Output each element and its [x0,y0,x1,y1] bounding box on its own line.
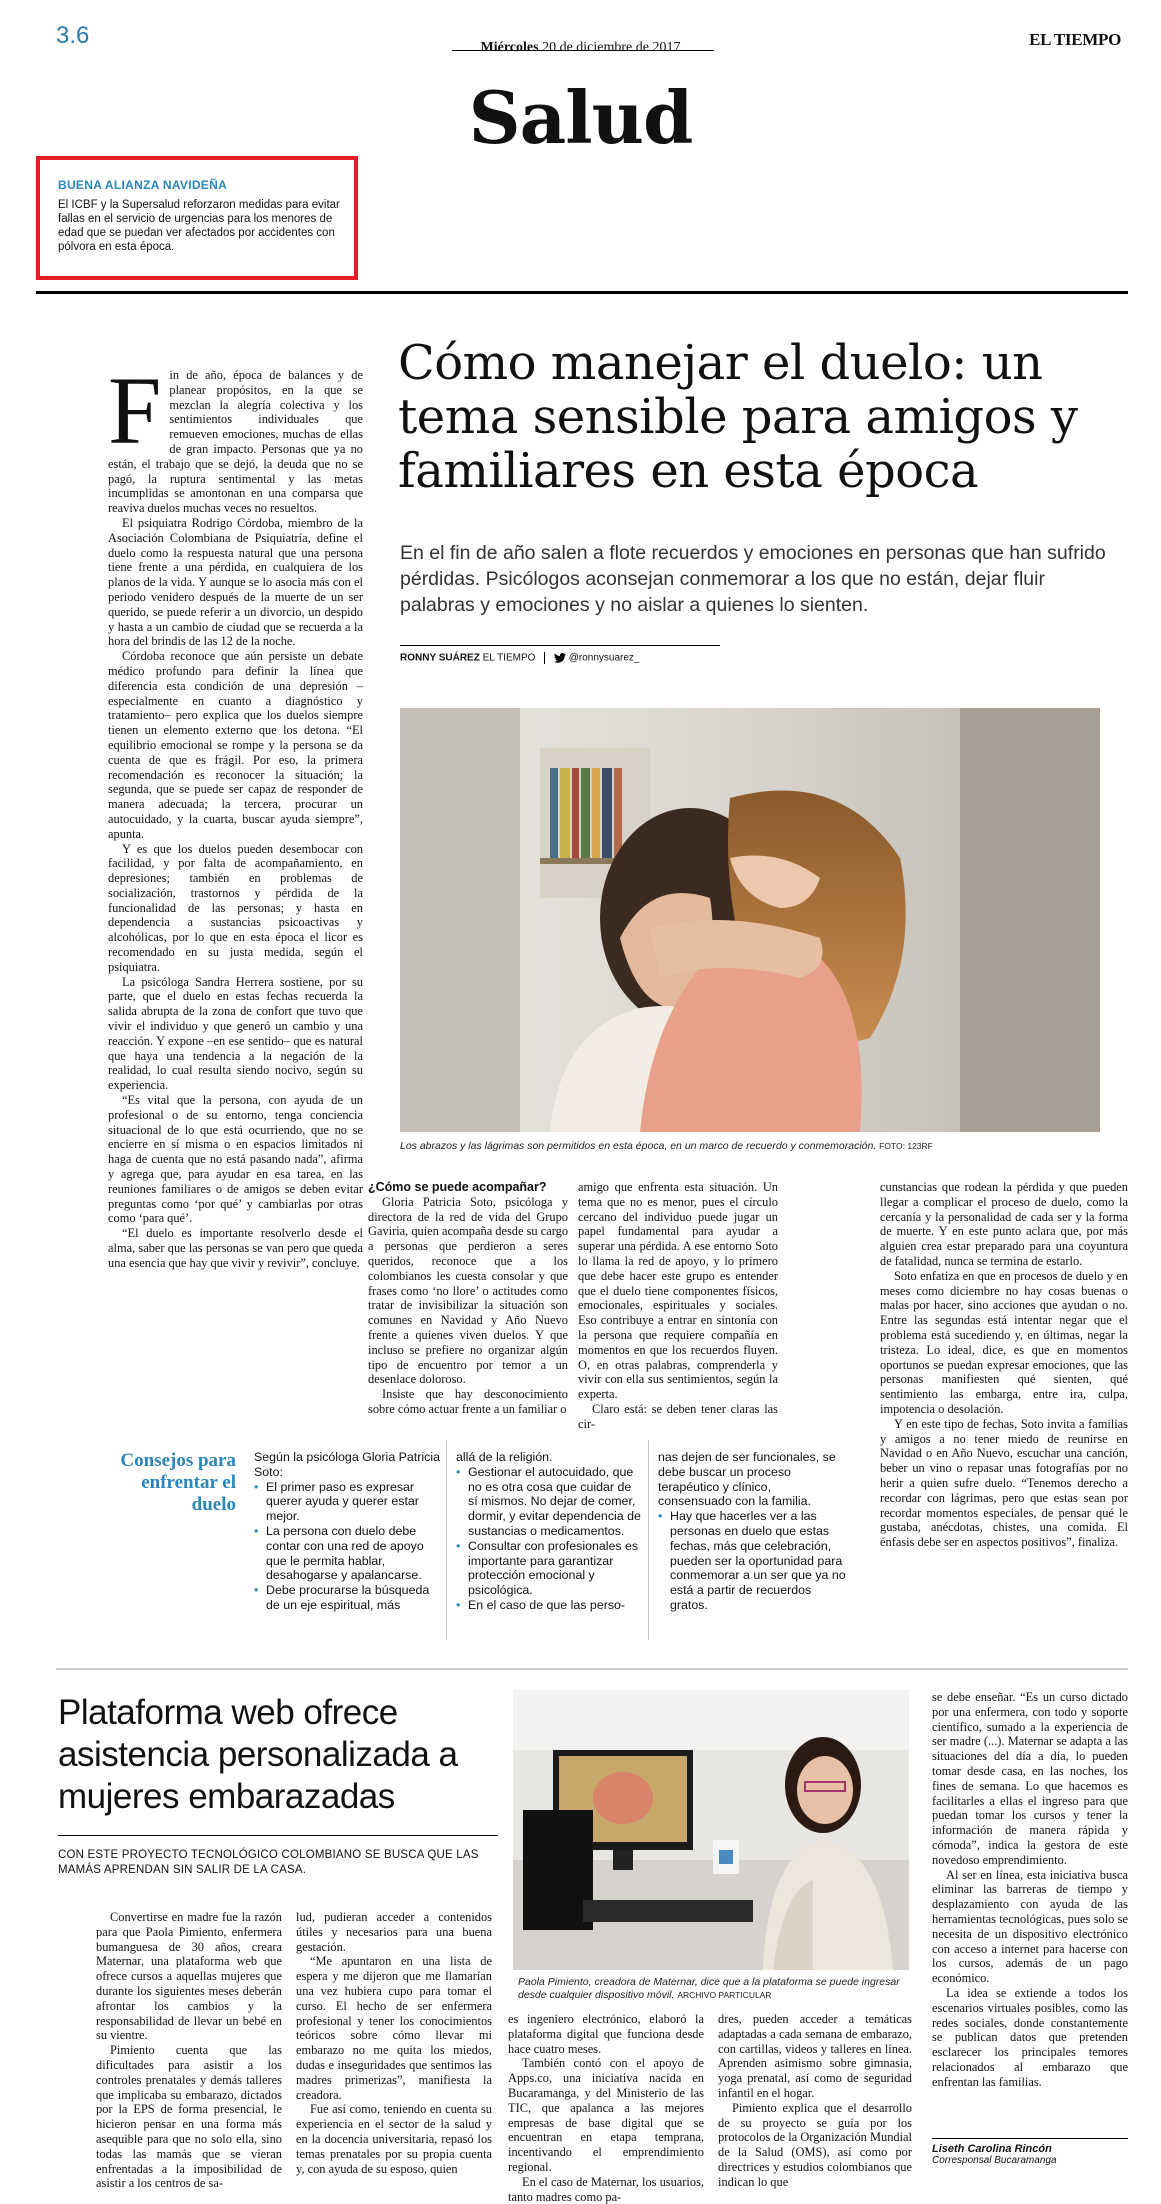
caption-text: Los abrazos y las lágrimas son permitidos en esta época, en un marco de recuerdo y conmemoración. [400,1140,880,1152]
paragraph: lud, pudieran acceder a contenidos útiles y necesarios para una buena gestación. [296,1910,492,1954]
paragraph: El psiquiatra Rodrigo Córdoba, miembro de la Asociación Colombiana de Psiquiatría, define el duelo como la respuesta natural que una persona tiene frente a una pérdida, en cualquiera de los planos de la vida. Y aunque se lo asocia más con el periodo venidero después de la muerte de un ser querido, se puede referir a un divorcio, un despido y hasta a un cambio de ciudad que se recuerda a la hora del brindis de las 12 de la noche. [108,515,363,649]
tips-divider [446,1440,447,1640]
paragraph: Insiste que hay desconocimiento sobre cómo actuar frente a un familiar o [368,1387,568,1416]
paragraph: es ingeniero electrónico, elaboró la plataforma digital que funciona desde hace cuatro meses. [508,2012,704,2056]
article2-column-5 [932,1690,1128,2090]
dropcap: F [108,357,162,464]
twitter-icon [554,653,566,663]
article2-rule [58,1835,498,1836]
tips-column-1 [254,1450,440,1613]
tips-column-2 [456,1450,642,1613]
article2-column-3 [508,2012,704,2204]
caption-credit: ARCHIVO PARTICULAR [677,1990,772,2000]
paragraph: Y es que los duelos pueden desembocar con facilidad, y por falta de acompañamiento, en depresiones; también en problemas de socialización, trastornos y pérdida de la funcionalidad de las personas; y hasta en dependencia a sustancias psicoactivas y alcohólicas, por lo que en esta época el licor es recomendado en su justa medida, según el psiquiatra. [108,841,363,974]
article-headline: Cómo manejar el duelo: un tema sensible para amigos y familiares en esta época [398,335,1078,499]
tip-item: • Gestionar el autocuidado, que no es otra cosa que cuidar de sí mismos. No dejar de comer, dormir, y evitar dependencia de sustancias o medicamentos. [456,1465,642,1539]
article2-headline: Plataforma web ofrece asistencia personalizada a mujeres embarazadas [58,1693,458,1816]
article2-subhead: CON ESTE PROYECTO TECNOLÓGICO COLOMBIANO SE BUSCA QUE LAS MAMÁS APRENDAN SIN SALIR DE LA CASA. [58,1849,479,1876]
caption-credit: FOTO: 123RF [879,1141,933,1151]
tips-intro: Según la psicóloga Gloria Patricia Soto: [254,1450,440,1479]
paragraph: La idea se extiende a todos los escenarios virtuales posibles, como las redes sociales, donde constantemente se publican datos que pretenden esclarecer los principales temores relacionados al embarazo que enfrentan las familias. [932,1985,1128,2089]
paragraph: “El duelo es importante resolverlo desde el alma, saber que las personas se van pero que queda una esencia que hay que vivir y revivir”, concluye. [108,1226,363,1270]
author-credit [932,2138,1128,2166]
subhead: ¿Cómo se puede acompañar? [368,1180,547,1194]
alert-text: El ICBF y la Supersalud reforzaron medidas para evitar fallas en el servicio de urgencias para los menores de edad que se puedan ver afectados por accidentes con pólvora en esta época. [58,199,340,253]
author-name: Liseth Carolina Rincón [932,2143,1052,2155]
paragraph: “Es vital que la persona, con ayuda de un profesional o de su entorno, tenga conciencia situacional de lo que está ocurriendo, que no se encierre en sí misma o en espacios limitados ni haga de cuenta que no está pasando nada”, afirma y agrega que, para ayudar en esa tarea, en las reuniones familiares o de amigos se deben evitar preguntas como ‘por qué’ y cambiarlas por otras como ‘para qué’. [108,1093,363,1226]
paragraph: En el caso de Maternar, los usuarios, tanto madres como pa- [508,2174,704,2204]
paragraph: Fin de año, época de balances y de planear propósitos, en la que se mezclan la alegría colectiva y los sentimientos individuales que remueven emociones, muchas de ellas de gran impacto. Personas que ya no están, el trabajo que se dejó, la deuda que no se pagó, la ruptura sentimental y las metas incumplidas se amontonan en una comparsa que reaviva duelos muchas veces no resueltos. [108,357,363,516]
byline [400,645,720,664]
paragraph: dres, pueden acceder a temáticas adaptadas a cada semana de embarazo, con cartillas, videos y talleres en línea. Aprenden asimismo sobre gimnasia, yoga prenatal, así como de seguridad infantil en el hogar. [718,2012,912,2100]
caption-text: Paola Pimiento, creadora de Maternar, dice que a la plataforma se puede ingresar desde cualquier dispositivo móvil. [518,1976,900,2001]
paragraph: Fue así como, teniendo en cuenta su experiencia en el sector de la salud y en la docencia universitaria, repasó los temas prenatales por su propia cuenta y, con ayuda de su esposo, quien [296,2102,492,2176]
section-rule [36,291,1128,294]
tip-item: • Hay que hacerles ver a las personas en duelo que estas fechas, más que celebración, pueden ser la oportunidad para conmemorar a un ser que ya no está a partir de recuerdos gratos. [658,1509,848,1613]
tips-title: Consejos para enfrentar el duelo [120,1450,236,1515]
paragraph: cunstancias que rodean la pérdida y que pueden llegar a complicar el proceso de duelo, como la cercanía y la personalidad de cada ser y la forma de muerte. Y en este punto aclara que, por más alguien crea estar preparado para una coyuntura de fatalidad, nunca se termina de estarlo. [880,1180,1128,1268]
tips-divider [648,1440,649,1640]
alert-title: BUENA ALIANZA NAVIDEÑA [58,178,228,192]
article-column-4 [880,1180,1128,1550]
article2-column-4 [718,2012,912,2190]
article-separator [56,1668,1128,1670]
tips-column-3 [658,1450,848,1613]
date-day: Miércoles [480,40,539,55]
paragraph: También contó con el apoyo de Apps.co, una iniciativa nacida en Bucaramanga, y del Ministerio de las TIC, que apalanca a las mejores empresas de base digital que se encuentran en etapa temprana, incentivando el emprendimiento regional. [508,2056,704,2174]
tip-continued: nas dejen de ser funcionales, se debe buscar un proceso terapéutico y clínico, consensuado con la familia. [658,1450,836,1509]
paragraph: Pimiento explica que el desarrollo de su proyecto se guía por los protocolos de la Organización Mundial de la Salud (OMS), así como por directrices y estudios colombianos que indican lo que [718,2100,912,2189]
paragraph: La psicóloga Sandra Herrera sostiene, por su parte, que el duelo en estas fechas recuerda la salida abrupta de la zona de confort que tuvo que vivir el individuo y que generó un cambio y una reacción. Y expone –en ese sentido– que es natural que haya una tendencia a la negación de la realidad, lo cual resulta siendo nocivo, según su experiencia. [108,974,363,1093]
paragraph: Claro está: se deben tener claras las cir- [578,1401,778,1431]
article-photo-hug [400,708,1100,1132]
article-column-left [108,357,363,1271]
article2-column-1 [96,1910,282,2191]
article2-column-2 [296,1910,492,2176]
paragraph: Pimiento cuenta que las dificultades para asistir a los controles prenatales y demás talleres que implicaba su embarazo, dictados por la EPS de forma presencial, le hicieron pensar en una forma más asequible para que no solo ella, sino todas las mamás que se vieran enfrentadas a la imposibilidad de asistir a los centros de sa- [96,2043,282,2191]
masthead: EL TIEMPO [1029,30,1121,49]
paragraph: se debe enseñar. “Es un curso dictado por una enfermera, con todo y soporte científico, sumado a la experiencia de ser madre (...). Maternar se adapta a las situaciones del día a día, lo pueden tomar desde casa, en las noches, los fines de semana. Lo que hacemos es facilitarles a ellas el ingreso para que puedan tomar los cursos y tener la información de manera rápida y cómoda”, indica la gestora de este novedoso emprendimiento. [932,1690,1128,1867]
photo-caption [400,1140,1110,1152]
tip-item: • Consultar con profesionales es importante para garantizar protección emocional y psicológica. [456,1539,642,1598]
paragraph: Al ser en línea, esta iniciativa busca eliminar las barreras de tiempo y desplazamiento con ayuda de las herramientas tecnológicas, pues solo se necesita de un dispositivo electrónico con acceso a internet para hacerse con los cursos, además de un pago económico. [932,1867,1128,1986]
paragraph: Soto enfatiza en que en procesos de duelo y en meses como diciembre no hay cosas buenas o malas por hacer, sino acciones que ayudan o no. Entre las segundas está intentar negar que el problema está sucediendo y, en últimas, negar la tristeza. Lo ideal, dice, es que en momentos oportunos se puedan expresar emociones, que las personas manifiesten qué sienten, qué sentimiento las embarga, entre ira, culpa, impotencia o desolación. [880,1268,1128,1416]
paragraph: amigo que enfrenta esta situación. Un tema que no es menor, pues el círculo cercano del individuo puede jugar un papel fundamental para ayudar a superar una pérdida. A ese entorno Soto lo llama la red de apoyo, y lo primero que debe hacer este grupo es entender que el duelo tiene componentes físicos, emocionales, espirituales y sociales. Eso contribuye a entrar en sintonía con la persona que requiere compañía en momentos en que los recuerdos fluyen. O, en otras palabras, comprenderla y vivir con ella sus sentimientos, según la experta. [578,1180,778,1402]
paragraph: “Me apuntaron en una lista de espera y me dijeron que me llamarían una vez hubiera cupo para tomar el curso. El hecho de ser enfermera profesional y tener los conocimientos teóricos sobre cómo llevar mi embarazo no me quita los miedos, dudas e inseguridades que sentimos las madres primerizas”, manifiesta la creadora. [296,1954,492,2102]
byline-outlet: EL TIEMPO [479,652,536,664]
article-column-2 [368,1180,568,1417]
article-lead: En el fin de año salen a flote recuerdos y emociones en personas que han sufrido pérdidas. Psicólogos aconsejan conmemorar a los que no están, dejar fluir palabras y emociones y no aislar a quienes lo sienten. [400,542,1106,616]
date-line [0,40,1161,56]
article-column-3 [578,1180,778,1432]
date-rest: 20 de diciembre de 2017 [538,40,681,55]
paragraph: Gloria Patricia Soto, psicóloga y directora de la red de vida del Grupo Gaviria, quien acompaña desde su cargo a personas que perdieron a seres queridos, reconoce que a los colombianos les cuesta consolar y que frases como ‘no llore’ o actitudes como tratar de invisibilizar la situación son comunes en Navidad y Año Nuevo frente a quienes viven duelos. Y que incluso se prefiere no organizar algún tipo de encuentro por temor a un desenlace doloroso. [368,1194,569,1387]
alert-box [36,156,358,280]
paragraph: Y en este tipo de fechas, Soto invita a familias y amigos a no tener miedo de reunirse en Navidad o en Año Nuevo, escuchar una canción, beber un vino o repasar unas fotografías por no herir a quien sufre duelo. “Tenemos derecho a recordar con lágrimas, pero que estas sean por recordar momentos especiales, de pensar qué le gustaba, anécdotas, chistes, una comida. El énfasis debe ser en aspectos positivos”, finaliza. [880,1416,1128,1550]
tip-continued: allá de la religión. [456,1450,553,1464]
tip-item: • Debe procurarse la búsqueda de un eje espiritual, más [254,1583,440,1613]
paragraph: Córdoba reconoce que aún persiste un debate médico profundo para definir la línea que diferencia esta condición de una depresión –especialmente en cuanto a diagnóstico y tratamiento– pero explica que los duelos siempre tienen un elemento externo que los detona. “El equilibrio emocional se rompe y la persona se da cuenta de que es frágil. Por eso, la primera recomendación es reconocer la situación; la segunda, que se puede ser capaz de responder de manera adecuada; la tercera, procurar un autocuidado, y la cuarta, buscar ayuda siempre”, apunta. [108,649,363,841]
byline-name: RONNY SUÁREZ [400,652,480,664]
page-number: 3.6 [56,22,90,49]
article2-photo [513,1690,909,1970]
tip-item: • La persona con duelo debe contar con una red de apoyo que le permita hablar, desahogarse y apalancarse. [254,1524,440,1583]
article2-caption [518,1976,908,2002]
paragraph: Convertirse en madre fue la razón para que Paola Pimiento, enfermera bumanguesa de 30 años, creara Maternar, una plataforma web que ofrece cursos a aquellas mujeres que durante los siguientes meses deberán afrontar los cambios y la responsabilidad de llevar un bebé en su vientre. [96,1910,282,2043]
byline-twitter: @ronnysuarez_ [568,652,640,664]
tip-item: • El primer paso es expresar querer ayuda y querer estar mejor. [254,1480,440,1524]
section-title: Salud [468,75,693,160]
tip-item: • En el caso de que las perso- [456,1598,642,1613]
author-role: Corresponsal Bucaramanga [932,2155,1057,2166]
